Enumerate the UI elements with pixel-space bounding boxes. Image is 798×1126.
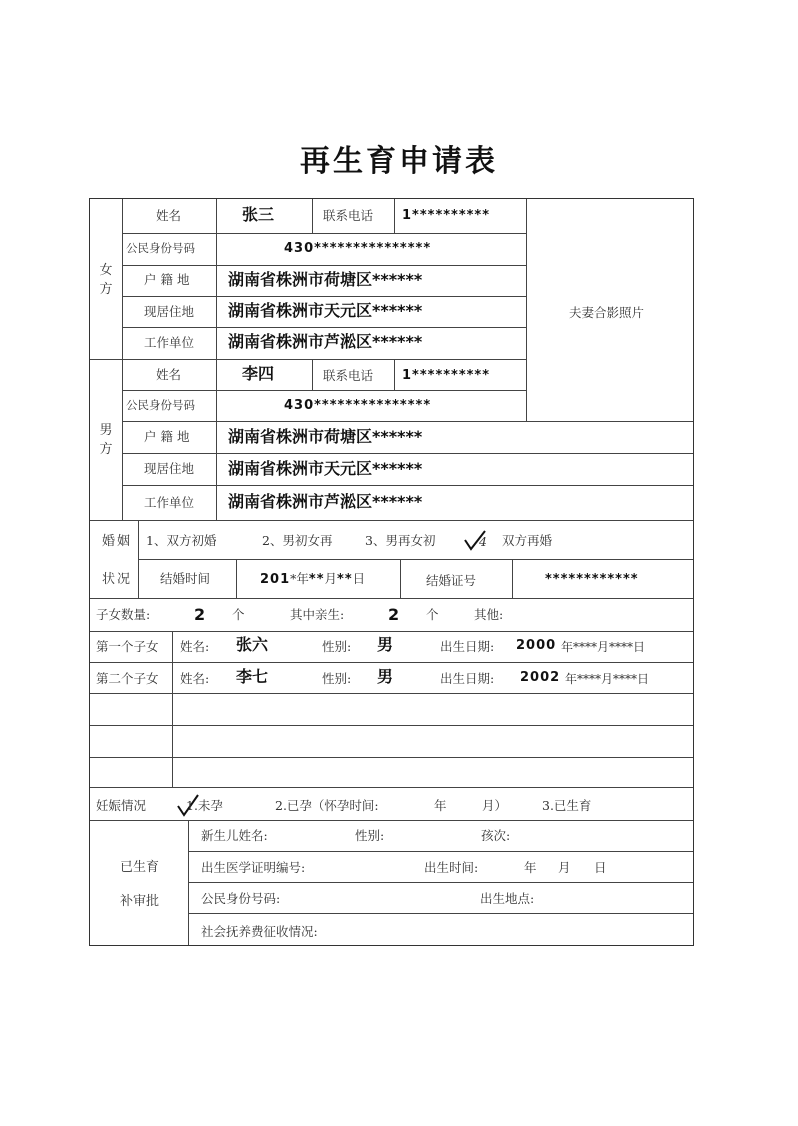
second-child-gender-value: 男	[377, 667, 394, 686]
children-count-value: 2	[194, 605, 206, 624]
biological-value: 2	[388, 605, 400, 624]
female-phone-value: 1**********	[402, 208, 491, 223]
male-residence-value: 湖南省株洲市天元区******	[228, 459, 423, 478]
first-child-name-label: 姓名:	[180, 639, 210, 654]
biological-label: 其中亲生:	[290, 607, 345, 622]
birth-time-month: 月	[558, 860, 571, 875]
first-child-name-value: 张六	[236, 635, 269, 654]
col-line	[312, 199, 313, 233]
row-line	[90, 757, 693, 758]
second-child-birth-rest: 年****月****日	[565, 672, 650, 686]
first-child-birth-year: 2000	[516, 638, 557, 653]
row-line	[90, 520, 693, 521]
female-name-label: 姓名	[156, 208, 182, 223]
male-phone-value: 1**********	[402, 368, 491, 383]
birth-time-year: 年	[524, 860, 537, 875]
marriage-cert-value: ************	[545, 572, 639, 587]
marriage-time-label: 结婚时间	[160, 571, 211, 586]
application-form	[89, 198, 694, 946]
marriage-date-year-unit: *年	[290, 571, 309, 586]
row-line	[90, 598, 693, 599]
row-line	[122, 265, 526, 266]
row-line	[90, 359, 526, 360]
first-child-label: 第一个子女	[96, 639, 159, 654]
marriage-cert-label: 结婚证号	[426, 573, 477, 588]
female-workplace-label: 工作单位	[144, 335, 195, 350]
newborn-id-label: 公民身份号码:	[201, 891, 281, 906]
col-line	[236, 559, 237, 598]
row-line	[122, 421, 693, 422]
col-line	[526, 199, 527, 421]
male-name-value: 李四	[242, 364, 275, 383]
second-child-label: 第二个子女	[96, 671, 159, 686]
marriage-date-month: **	[308, 572, 325, 587]
pregnancy-option-2: 2.已孕（怀孕时间:	[275, 798, 379, 813]
second-child-name-label: 姓名:	[180, 671, 210, 686]
male-id-value: 430***************	[284, 398, 432, 413]
female-id-value: 430***************	[284, 241, 432, 256]
couple-photo-label: 夫妻合影照片	[569, 305, 645, 320]
children-count-unit: 个	[232, 607, 245, 622]
row-line	[90, 693, 693, 694]
biological-unit: 个	[426, 607, 439, 622]
female-name-value: 张三	[242, 205, 275, 224]
marriage-date-year: 201	[260, 572, 291, 587]
male-household-label: 户 籍 地	[144, 429, 190, 444]
page-title: 再生育申请表	[300, 144, 498, 179]
col-line	[122, 199, 123, 520]
male-residence-label: 现居住地	[144, 461, 195, 476]
female-household-value: 湖南省株洲市荷塘区******	[228, 270, 423, 289]
row-line	[90, 662, 693, 663]
row-line	[122, 485, 693, 486]
male-phone-label: 联系电话	[323, 368, 374, 383]
col-line	[394, 359, 395, 390]
second-child-birth-year: 2002	[520, 670, 561, 685]
male-id-label: 公民身份号码	[126, 398, 195, 412]
col-line	[512, 559, 513, 598]
female-residence-value: 湖南省株洲市天元区******	[228, 301, 423, 320]
children-count-label: 子女数量:	[96, 607, 151, 622]
row-line	[122, 296, 526, 297]
row-line	[188, 913, 693, 914]
male-side-label: 男方	[99, 423, 113, 457]
col-line	[172, 631, 173, 693]
marriage-option-4-number: 4	[479, 534, 487, 549]
row-line	[90, 787, 693, 788]
male-workplace-value: 湖南省株洲市芦淞区******	[228, 492, 423, 511]
female-phone-label: 联系电话	[323, 208, 374, 223]
pregnancy-option-2-month: 月）	[482, 798, 508, 813]
row-line	[122, 233, 526, 234]
first-child-birth-label: 出生日期:	[440, 639, 495, 654]
marriage-option-2: 2、男初女再	[262, 533, 333, 548]
col-line	[138, 520, 139, 598]
row-line	[122, 327, 526, 328]
female-household-label: 户 籍 地	[144, 272, 190, 287]
birth-order-label: 孩次:	[481, 828, 511, 843]
female-id-label: 公民身份号码	[126, 241, 195, 255]
first-child-gender-label: 性别:	[322, 639, 352, 654]
marriage-date-month-unit: 月	[324, 571, 338, 586]
second-child-birth-label: 出生日期:	[440, 671, 495, 686]
birth-place-label: 出生地点:	[480, 891, 535, 906]
birth-time-day: 日	[594, 860, 607, 875]
first-child-birth-rest: 年****月****日	[561, 640, 646, 654]
col-line	[216, 199, 217, 520]
marriage-option-1: 1、双方初婚	[146, 533, 217, 548]
second-child-name-value: 李七	[236, 667, 269, 686]
row-line	[188, 882, 693, 883]
row-line	[188, 851, 693, 852]
row-line	[90, 631, 693, 632]
col-line	[172, 693, 173, 787]
second-child-gender-label: 性别:	[322, 671, 352, 686]
newborn-name-label: 新生儿姓名:	[201, 828, 268, 843]
col-line	[394, 199, 395, 233]
row-line	[90, 820, 693, 821]
male-name-label: 姓名	[156, 367, 182, 382]
pregnancy-label: 妊娠情况	[96, 798, 147, 813]
female-workplace-value: 湖南省株洲市芦淞区******	[228, 332, 423, 351]
birth-time-label: 出生时间:	[424, 860, 479, 875]
pregnancy-option-3: 3.已生育	[542, 798, 592, 813]
row-line	[122, 453, 693, 454]
marriage-date-day-unit: 日	[352, 571, 366, 586]
col-line	[400, 559, 401, 598]
col-line	[188, 820, 189, 945]
born-review-label-2: 补审批	[120, 894, 160, 909]
born-review-label: 已生育	[120, 860, 160, 875]
col-line	[312, 359, 313, 390]
row-line	[138, 559, 693, 560]
pregnancy-option-2-year: 年	[434, 798, 447, 813]
marriage-date-day: **	[337, 572, 353, 587]
marriage-status-label: 婚姻	[102, 534, 133, 549]
marriage-option-4: 双方再婚	[502, 533, 553, 548]
male-workplace-label: 工作单位	[144, 495, 195, 510]
female-side-label: 女方	[99, 263, 113, 297]
social-fee-label: 社会抚养费征收情况:	[201, 924, 318, 939]
marriage-status-label-2: 状况	[102, 572, 133, 587]
male-household-value: 湖南省株洲市荷塘区******	[228, 427, 423, 446]
marriage-date	[260, 570, 365, 586]
row-line	[90, 725, 693, 726]
marriage-option-3: 3、男再女初	[365, 533, 436, 548]
birth-cert-label: 出生医学证明编号:	[201, 860, 306, 875]
newborn-gender-label: 性别:	[355, 828, 385, 843]
others-label: 其他:	[474, 607, 504, 622]
pregnancy-option-1: 1.未孕	[186, 798, 223, 813]
row-line	[122, 390, 526, 391]
female-residence-label: 现居住地	[144, 304, 195, 319]
first-child-gender-value: 男	[377, 635, 394, 654]
